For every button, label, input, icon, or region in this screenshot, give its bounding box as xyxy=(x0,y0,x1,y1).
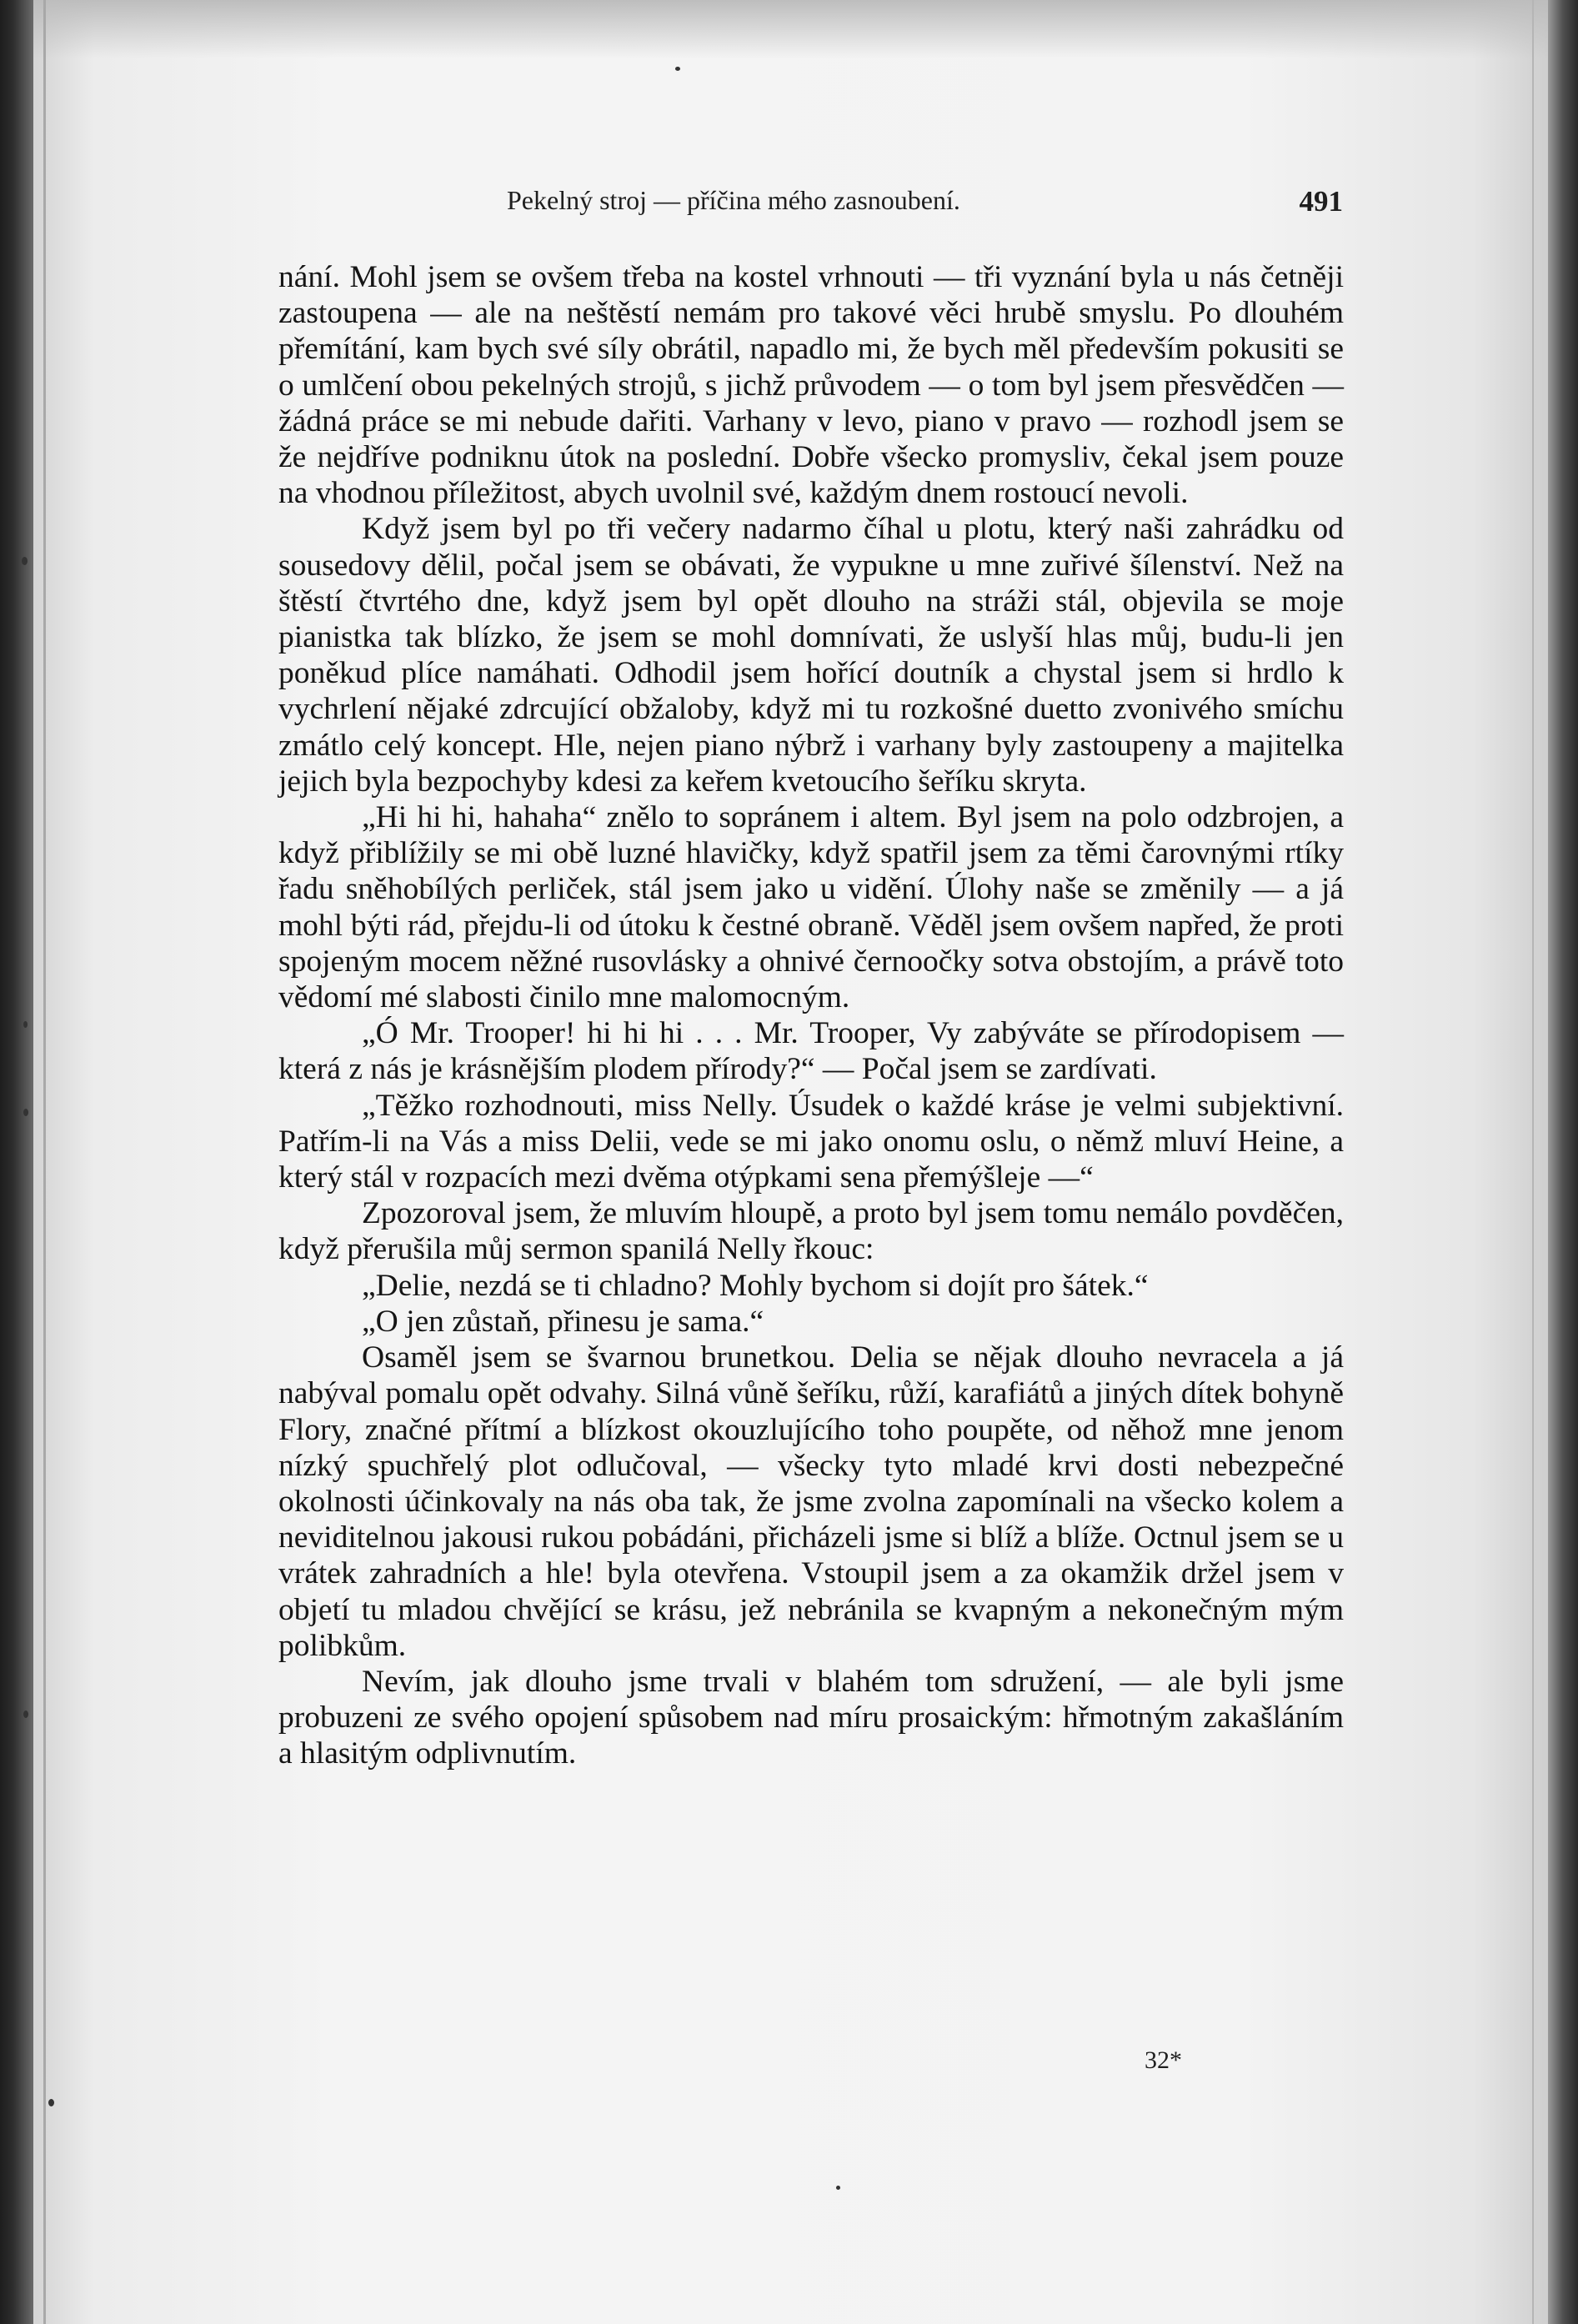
paragraph: „Hi hi hi, hahaha“ znělo to sopránem i altem. Byl jsem na polo odzbrojen, a když přiblížily se mi obě luzné hlavičky, když spatřil jsem za těmi čarovnými rtíky řadu sněhobílých perliček, stál jsem jako u vidění. Úlohy naše se změnily — a já mohl býti rád, přejdu-li od útoku k čestné obraně. Věděl jsem ovšem napřed, že proti spojeným mocem něžné rusovlásky a ohnivé černoočky sotva obstojím, a právě toto vědomí mé slabosti činilo mne malomocným. xyxy=(278,800,1344,1015)
page-edge-line xyxy=(43,0,46,2324)
running-head xyxy=(280,185,1343,222)
body-text xyxy=(278,259,1344,1772)
margin-speck xyxy=(23,1710,28,1718)
page-top-shadow xyxy=(33,0,1548,58)
paragraph: „Ó Mr. Trooper! hi hi hi . . . Mr. Trooper, Vy zabýváte se přírodopisem — která z nás je krásnějším plodem přírody?“ — Počal jsem se zardívati. xyxy=(278,1016,1344,1087)
paragraph: „Delie, nezdá se ti chladno? Mohly bychom si dojít pro šátek.“ xyxy=(362,1268,1149,1303)
paragraph: „Těžko rozhodnouti, miss Nelly. Úsudek o každé kráse je velmi subjektivní. Patřím-li na Vás a miss Delii, vede se mi jako onomu oslu, o němž mluví Heine, a který stál v rozpacích mezi dvěma otýpkami sena přemýšleje —“ xyxy=(278,1088,1344,1195)
paragraph: Osaměl jsem se švarnou brunetkou. Delia se nějak dlouho nevracela a já nabýval pomalu opět odvahy. Silná vůně šeříku, růží, karafiátů a jiných dítek bohyně Flory, značné přítmí a blízkost okouzlujícího toho poupěte, od něhož mne jenom nízký spuchřelý plot odlučoval, — všecky tyto mladé krvi dosti nebezpečné okolnosti účinkovaly na nás oba tak, že jsme zvolna zapomínali na všecko kolem a neviditelnou jakousi rukou pobádáni, přicházeli jsme si blíž a blíže. Octnul jsem se u vrátek zahradních a hle! byla otevřena. Vstoupil jsem a za okamžik držel jsem v objetí tu mladou chvějící se krásu, jež nebránila se kvapným a nekonečným mým polibkům. xyxy=(278,1340,1344,1663)
page-speck xyxy=(675,67,680,71)
page-speck xyxy=(836,2186,840,2190)
page-edge-line xyxy=(1532,0,1534,2324)
paragraph: „O jen zůstaň, přinesu je sama.“ xyxy=(362,1304,764,1339)
margin-speck xyxy=(23,1021,28,1028)
signature-mark: 32* xyxy=(1145,2046,1182,2074)
margin-speck xyxy=(22,557,28,565)
running-head-title: Pekelný stroj — příčina mého zasnoubení. xyxy=(507,185,960,215)
paragraph: Nevím, jak dlouho jsme trvali v blahém tom sdružení, — ale byli jsme probuzeni ze svého opojení spůsobem nad míru prosaickým: hřmotným zakašláním a hlasitým odplivnutím. xyxy=(278,1664,1344,1771)
paragraph: Zpozoroval jsem, že mluvím hloupě, a proto byl jsem tomu nemálo povděčen, když přerušila můj sermon spanilá Nelly řkouc: xyxy=(278,1196,1344,1267)
paragraph: Když jsem byl po tři večery nadarmo číhal u plotu, který naši zahrádku od sousedovy dělil, počal jsem se obávati, že vypukne u mne zuřivé šílenství. Než na štěstí čtvrtého dne, když jsem byl opět dlouho na stráži stál, objevila se moje pianistka tak blízko, že jsem se mohl domnívati, že uslyší hlas můj, budu-li jen poněkud plíce namáhati. Odhodil jsem hořící doutník a chystal jsem si hrdlo k vychrlení nějaké zdrcující obžaloby, když mi tu rozkošné duetto zvonivého smíchu zmátlo celý koncept. Hle, nejen piano nýbrž i varhany byly zastoupeny a majitelka jejich byla bezpochyby kdesi za keřem kvetoucího šeříku skryta. xyxy=(278,512,1344,799)
page-number: 491 xyxy=(1299,185,1343,218)
margin-speck xyxy=(23,1109,28,1116)
scan-left-edge xyxy=(0,0,33,2324)
paragraph: nání. Mohl jsem se ovšem třeba na kostel vrhnouti — tři vyznání byla u nás četněji zastoupena — ale na neštěstí nemám pro takové věci hrubě smyslu. Po dlouhém přemítání, kam bych své síly obrátil, napadlo mi, že bych měl především pokusiti se o umlčení obou pekelných strojů, s jichž průvodem — o tom byl jsem přesvědčen — žádná práce se mi nebude dařiti. Varhany v levo, piano v pravo — rozhodl jsem se že nejdříve podniknu útok na poslední. Dobře všecko promysliv, čekal jsem pouze na vhodnou příležitost, abych uvolnil své, každým dnem rostoucí nevoli. xyxy=(278,260,1344,511)
margin-speck xyxy=(48,2099,54,2106)
scan-right-edge xyxy=(1548,0,1578,2324)
